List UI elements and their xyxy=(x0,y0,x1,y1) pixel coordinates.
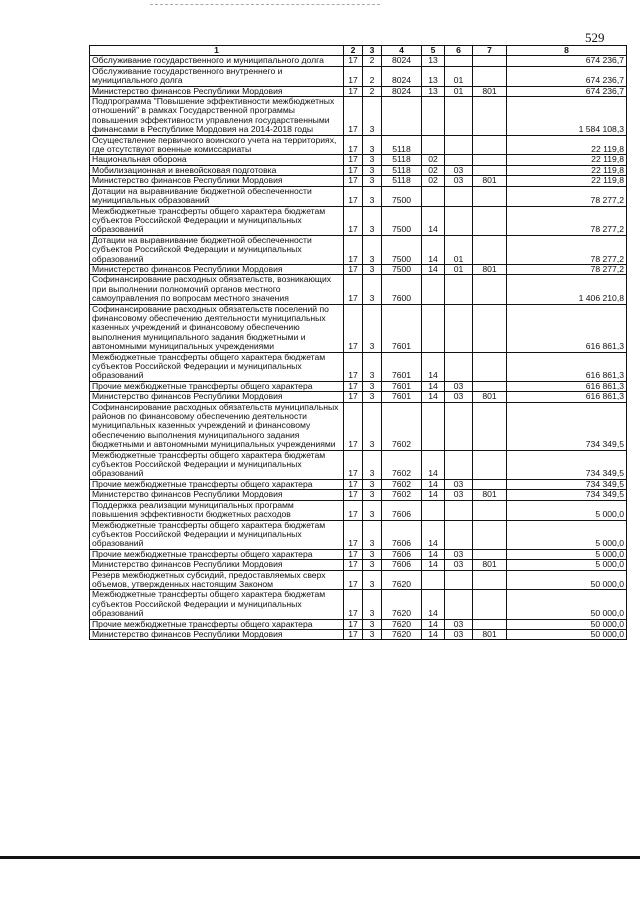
row-name-cell: Министерство финансов Республики Мордовия xyxy=(90,176,344,186)
header-row xyxy=(90,46,627,56)
code-cell: 3 xyxy=(363,560,382,570)
subsection-cell xyxy=(445,570,473,590)
code-cell: 7620 xyxy=(382,619,422,629)
table-row xyxy=(90,135,627,155)
code-cell: 17 xyxy=(344,176,363,186)
code-cell: 3 xyxy=(363,549,382,559)
code-cell: 17 xyxy=(344,490,363,500)
ministry-code-cell xyxy=(473,500,507,520)
code-cell: 17 xyxy=(344,186,363,206)
code-cell: 17 xyxy=(344,381,363,391)
amount-cell: 734 349,5 xyxy=(507,402,627,450)
code-cell: 5118 xyxy=(382,135,422,155)
section-cell: 14 xyxy=(422,352,445,381)
row-name-cell: Прочие межбюджетные трансферты общего характера xyxy=(90,619,344,629)
ministry-code-cell xyxy=(473,186,507,206)
column-header: 8 xyxy=(507,46,627,56)
amount-cell: 674 236,7 xyxy=(507,86,627,96)
column-header: 5 xyxy=(422,46,445,56)
subsection-cell: 01 xyxy=(445,264,473,274)
row-name-cell: Межбюджетные трансферты общего характера бюджетам субъектов Российской Федерации и муниципальных образований xyxy=(90,520,344,549)
code-cell: 7620 xyxy=(382,570,422,590)
code-cell: 7500 xyxy=(382,264,422,274)
code-cell: 3 xyxy=(363,176,382,186)
section-cell: 14 xyxy=(422,629,445,639)
code-cell: 3 xyxy=(363,629,382,639)
amount-cell: 616 861,3 xyxy=(507,352,627,381)
column-header: 4 xyxy=(382,46,422,56)
code-cell: 7601 xyxy=(382,392,422,402)
code-cell: 3 xyxy=(363,352,382,381)
code-cell: 17 xyxy=(344,549,363,559)
code-cell: 3 xyxy=(363,97,382,136)
code-cell: 3 xyxy=(363,135,382,155)
row-name-cell: Министерство финансов Республики Мордовия xyxy=(90,264,344,274)
subsection-cell: 03 xyxy=(445,176,473,186)
amount-cell: 5 000,0 xyxy=(507,500,627,520)
code-cell: 3 xyxy=(363,186,382,206)
row-name-cell: Обслуживание государственного и муниципального долга xyxy=(90,56,344,66)
section-cell: 14 xyxy=(422,392,445,402)
ministry-code-cell xyxy=(473,479,507,489)
code-cell: 17 xyxy=(344,629,363,639)
subsection-cell xyxy=(445,186,473,206)
table-row xyxy=(90,352,627,381)
section-cell xyxy=(422,135,445,155)
ministry-code-cell xyxy=(473,97,507,136)
amount-cell: 5 000,0 xyxy=(507,560,627,570)
row-name-cell: Министерство финансов Республики Мордовия xyxy=(90,86,344,96)
table-row xyxy=(90,176,627,186)
section-cell: 14 xyxy=(422,206,445,235)
code-cell: 17 xyxy=(344,570,363,590)
row-name-cell: Прочие межбюджетные трансферты общего характера xyxy=(90,381,344,391)
subsection-cell: 03 xyxy=(445,392,473,402)
table-row xyxy=(90,206,627,235)
table-row xyxy=(90,570,627,590)
section-cell: 02 xyxy=(422,165,445,175)
subsection-cell xyxy=(445,500,473,520)
row-name-cell: Мобилизационная и вневойсковая подготовка xyxy=(90,165,344,175)
subsection-cell: 03 xyxy=(445,381,473,391)
table-row xyxy=(90,520,627,549)
ministry-code-cell: 801 xyxy=(473,392,507,402)
section-cell xyxy=(422,275,445,304)
amount-cell: 1 406 210,8 xyxy=(507,275,627,304)
ministry-code-cell xyxy=(473,206,507,235)
code-cell: 5118 xyxy=(382,155,422,165)
code-cell: 7601 xyxy=(382,304,422,352)
code-cell: 7606 xyxy=(382,500,422,520)
subsection-cell xyxy=(445,450,473,479)
code-cell: 7602 xyxy=(382,490,422,500)
code-cell: 17 xyxy=(344,560,363,570)
row-name-cell: Министерство финансов Республики Мордовия xyxy=(90,560,344,570)
amount-cell: 78 277,2 xyxy=(507,235,627,264)
table-row xyxy=(90,479,627,489)
ministry-code-cell: 801 xyxy=(473,86,507,96)
column-header: 3 xyxy=(363,46,382,56)
code-cell: 3 xyxy=(363,392,382,402)
code-cell: 3 xyxy=(363,450,382,479)
row-name-cell: Министерство финансов Республики Мордовия xyxy=(90,490,344,500)
ministry-code-cell xyxy=(473,165,507,175)
code-cell: 3 xyxy=(363,619,382,629)
column-header: 2 xyxy=(344,46,363,56)
table-row xyxy=(90,165,627,175)
row-name-cell: Дотации на выравнивание бюджетной обеспеченности муниципальных образований xyxy=(90,186,344,206)
ministry-code-cell xyxy=(473,275,507,304)
code-cell: 17 xyxy=(344,155,363,165)
ministry-code-cell: 801 xyxy=(473,490,507,500)
subsection-cell xyxy=(445,402,473,450)
table-row xyxy=(90,275,627,304)
amount-cell: 78 277,2 xyxy=(507,206,627,235)
code-cell: 17 xyxy=(344,619,363,629)
table-row xyxy=(90,186,627,206)
ministry-code-cell xyxy=(473,450,507,479)
ministry-code-cell: 801 xyxy=(473,560,507,570)
code-cell: 7620 xyxy=(382,590,422,619)
code-cell: 3 xyxy=(363,165,382,175)
subsection-cell: 03 xyxy=(445,490,473,500)
ministry-code-cell xyxy=(473,520,507,549)
bottom-scan-bar xyxy=(0,856,640,859)
code-cell: 17 xyxy=(344,235,363,264)
subsection-cell: 03 xyxy=(445,619,473,629)
code-cell: 8024 xyxy=(382,86,422,96)
code-cell: 3 xyxy=(363,206,382,235)
section-cell: 13 xyxy=(422,66,445,86)
page-number: 529 xyxy=(585,30,605,45)
subsection-cell: 01 xyxy=(445,86,473,96)
subsection-cell xyxy=(445,352,473,381)
subsection-cell: 03 xyxy=(445,165,473,175)
code-cell: 3 xyxy=(363,304,382,352)
code-cell: 3 xyxy=(363,590,382,619)
code-cell: 3 xyxy=(363,402,382,450)
code-cell: 17 xyxy=(344,264,363,274)
section-cell: 13 xyxy=(422,56,445,66)
section-cell xyxy=(422,500,445,520)
budget-table xyxy=(89,45,627,640)
section-cell xyxy=(422,304,445,352)
section-cell: 14 xyxy=(422,490,445,500)
ministry-code-cell xyxy=(473,235,507,264)
section-cell xyxy=(422,186,445,206)
section-cell xyxy=(422,97,445,136)
table-row xyxy=(90,619,627,629)
code-cell: 2 xyxy=(363,86,382,96)
row-name-cell: Софинансирование расходных обязательств, возникающих при выполнении полномочий органов местного самоуправления по вопросам местного значения xyxy=(90,275,344,304)
section-cell: 14 xyxy=(422,479,445,489)
code-cell: 17 xyxy=(344,450,363,479)
code-cell: 3 xyxy=(363,235,382,264)
amount-cell: 78 277,2 xyxy=(507,186,627,206)
ministry-code-cell: 801 xyxy=(473,176,507,186)
code-cell: 3 xyxy=(363,479,382,489)
code-cell: 7606 xyxy=(382,549,422,559)
code-cell: 17 xyxy=(344,135,363,155)
ministry-code-cell xyxy=(473,590,507,619)
table-row xyxy=(90,402,627,450)
amount-cell: 616 861,3 xyxy=(507,304,627,352)
code-cell: 17 xyxy=(344,56,363,66)
ministry-code-cell xyxy=(473,352,507,381)
code-cell: 17 xyxy=(344,304,363,352)
row-name-cell: Министерство финансов Республики Мордовия xyxy=(90,629,344,639)
amount-cell: 22 119,8 xyxy=(507,155,627,165)
row-name-cell: Прочие межбюджетные трансферты общего характера xyxy=(90,479,344,489)
subsection-cell xyxy=(445,304,473,352)
table-body xyxy=(90,56,627,640)
amount-cell: 5 000,0 xyxy=(507,520,627,549)
code-cell: 3 xyxy=(363,155,382,165)
code-cell: 3 xyxy=(363,500,382,520)
ministry-code-cell xyxy=(473,619,507,629)
row-name-cell: Подпрограмма "Повышение эффективности межбюджетных отношений" в рамках Государственной программы повышения эффективности управления государственными финансами в Республике Мордовия на 2014-2018 годы xyxy=(90,97,344,136)
code-cell: 3 xyxy=(363,275,382,304)
code-cell: 7602 xyxy=(382,402,422,450)
code-cell: 17 xyxy=(344,66,363,86)
table-row xyxy=(90,450,627,479)
code-cell: 7600 xyxy=(382,275,422,304)
code-cell: 5118 xyxy=(382,176,422,186)
code-cell: 17 xyxy=(344,97,363,136)
code-cell: 17 xyxy=(344,392,363,402)
subsection-cell: 01 xyxy=(445,235,473,264)
amount-cell: 78 277,2 xyxy=(507,264,627,274)
code-cell: 3 xyxy=(363,490,382,500)
column-header: 6 xyxy=(445,46,473,56)
row-name-cell: Межбюджетные трансферты общего характера бюджетам субъектов Российской Федерации и муниципальных образований xyxy=(90,450,344,479)
ministry-code-cell: 801 xyxy=(473,264,507,274)
ministry-code-cell xyxy=(473,155,507,165)
amount-cell: 616 861,3 xyxy=(507,392,627,402)
section-cell: 13 xyxy=(422,86,445,96)
amount-cell: 1 584 108,3 xyxy=(507,97,627,136)
subsection-cell: 03 xyxy=(445,629,473,639)
row-name-cell: Межбюджетные трансферты общего характера бюджетам субъектов Российской Федерации и муниципальных образований xyxy=(90,590,344,619)
section-cell: 14 xyxy=(422,520,445,549)
code-cell: 7601 xyxy=(382,352,422,381)
row-name-cell: Резерв межбюджетных субсидий, предоставляемых сверх объемов, утвержденных настоящим Законом xyxy=(90,570,344,590)
code-cell: 17 xyxy=(344,479,363,489)
code-cell: 7500 xyxy=(382,186,422,206)
code-cell: 17 xyxy=(344,352,363,381)
subsection-cell xyxy=(445,590,473,619)
code-cell: 2 xyxy=(363,66,382,86)
table-row xyxy=(90,56,627,66)
table-row xyxy=(90,549,627,559)
code-cell: 7500 xyxy=(382,235,422,264)
code-cell: 17 xyxy=(344,520,363,549)
code-cell: 17 xyxy=(344,590,363,619)
table-row xyxy=(90,560,627,570)
section-cell: 14 xyxy=(422,560,445,570)
amount-cell: 616 861,3 xyxy=(507,381,627,391)
section-cell: 14 xyxy=(422,264,445,274)
section-cell xyxy=(422,570,445,590)
code-cell: 8024 xyxy=(382,66,422,86)
row-name-cell: Осуществление первичного воинского учета на территориях, где отсутствуют военные комиссариаты xyxy=(90,135,344,155)
code-cell: 2 xyxy=(363,56,382,66)
code-cell: 7601 xyxy=(382,381,422,391)
table-row xyxy=(90,66,627,86)
code-cell: 17 xyxy=(344,275,363,304)
amount-cell: 5 000,0 xyxy=(507,549,627,559)
table-row xyxy=(90,381,627,391)
code-cell: 7606 xyxy=(382,520,422,549)
ministry-code-cell xyxy=(473,549,507,559)
section-cell: 02 xyxy=(422,155,445,165)
table-row xyxy=(90,304,627,352)
amount-cell: 50 000,0 xyxy=(507,570,627,590)
code-cell: 7606 xyxy=(382,560,422,570)
subsection-cell xyxy=(445,520,473,549)
amount-cell: 22 119,8 xyxy=(507,165,627,175)
row-name-cell: Национальная оборона xyxy=(90,155,344,165)
section-cell: 14 xyxy=(422,450,445,479)
code-cell: 17 xyxy=(344,500,363,520)
code-cell: 7602 xyxy=(382,450,422,479)
code-cell xyxy=(382,97,422,136)
table-row xyxy=(90,235,627,264)
code-cell: 17 xyxy=(344,86,363,96)
ministry-code-cell: 801 xyxy=(473,629,507,639)
subsection-cell: 01 xyxy=(445,66,473,86)
subsection-cell xyxy=(445,155,473,165)
code-cell: 17 xyxy=(344,402,363,450)
code-cell: 5118 xyxy=(382,165,422,175)
code-cell: 7602 xyxy=(382,479,422,489)
table-row xyxy=(90,500,627,520)
table-row xyxy=(90,590,627,619)
amount-cell: 22 119,8 xyxy=(507,176,627,186)
section-cell: 14 xyxy=(422,619,445,629)
row-name-cell: Межбюджетные трансферты общего характера бюджетам субъектов Российской Федерации и муниципальных образований xyxy=(90,206,344,235)
section-cell: 14 xyxy=(422,549,445,559)
subsection-cell xyxy=(445,135,473,155)
column-header: 1 xyxy=(90,46,344,56)
code-cell: 7500 xyxy=(382,206,422,235)
table-row xyxy=(90,86,627,96)
amount-cell: 22 119,8 xyxy=(507,135,627,155)
code-cell: 3 xyxy=(363,520,382,549)
subsection-cell: 03 xyxy=(445,549,473,559)
subsection-cell: 03 xyxy=(445,479,473,489)
subsection-cell xyxy=(445,56,473,66)
ministry-code-cell xyxy=(473,381,507,391)
section-cell: 02 xyxy=(422,176,445,186)
subsection-cell xyxy=(445,206,473,235)
code-cell: 17 xyxy=(344,206,363,235)
section-cell: 14 xyxy=(422,590,445,619)
amount-cell: 50 000,0 xyxy=(507,629,627,639)
ministry-code-cell xyxy=(473,402,507,450)
code-cell: 7620 xyxy=(382,629,422,639)
amount-cell: 734 349,5 xyxy=(507,450,627,479)
table-row xyxy=(90,264,627,274)
table-row xyxy=(90,155,627,165)
table-row xyxy=(90,490,627,500)
row-name-cell: Дотации на выравнивание бюджетной обеспеченности субъектов Российской Федерации и муниципальных образований xyxy=(90,235,344,264)
ministry-code-cell xyxy=(473,570,507,590)
section-cell xyxy=(422,402,445,450)
code-cell: 3 xyxy=(363,381,382,391)
subsection-cell: 03 xyxy=(445,560,473,570)
amount-cell: 674 236,7 xyxy=(507,66,627,86)
amount-cell: 50 000,0 xyxy=(507,590,627,619)
table-row xyxy=(90,97,627,136)
code-cell: 3 xyxy=(363,264,382,274)
row-name-cell: Прочие межбюджетные трансферты общего характера xyxy=(90,549,344,559)
ministry-code-cell xyxy=(473,304,507,352)
ministry-code-cell xyxy=(473,66,507,86)
row-name-cell: Софинансирование расходных обязательств поселений по финансовому обеспечению деятельности муниципальных казенных учреждений и финансовому обеспечению выполнения муниципального задания бюджетными и автономными муниципальных учреждениями xyxy=(90,304,344,352)
code-cell: 17 xyxy=(344,165,363,175)
table-row xyxy=(90,629,627,639)
top-scan-line xyxy=(150,4,380,5)
amount-cell: 674 236,7 xyxy=(507,56,627,66)
code-cell: 8024 xyxy=(382,56,422,66)
amount-cell: 50 000,0 xyxy=(507,619,627,629)
row-name-cell: Поддержка реализации муниципальных программ повышения эффективности бюджетных расходов xyxy=(90,500,344,520)
amount-cell: 734 349,5 xyxy=(507,479,627,489)
subsection-cell xyxy=(445,275,473,304)
table-row xyxy=(90,392,627,402)
ministry-code-cell xyxy=(473,135,507,155)
subsection-cell xyxy=(445,97,473,136)
amount-cell: 734 349,5 xyxy=(507,490,627,500)
row-name-cell: Межбюджетные трансферты общего характера бюджетам субъектов Российской Федерации и муниципальных образований xyxy=(90,352,344,381)
row-name-cell: Министерство финансов Республики Мордовия xyxy=(90,392,344,402)
ministry-code-cell xyxy=(473,56,507,66)
row-name-cell: Обслуживание государственного внутреннего и муниципального долга xyxy=(90,66,344,86)
section-cell: 14 xyxy=(422,381,445,391)
section-cell: 14 xyxy=(422,235,445,264)
row-name-cell: Софинансирование расходных обязательств муниципальных районов по финансовому обеспечению деятельности муниципальных казенных учреждений и финансовому обеспечению выполнения муниципального задания бюджетными и автономными муниципальных учреждениями xyxy=(90,402,344,450)
column-header: 7 xyxy=(473,46,507,56)
code-cell: 3 xyxy=(363,570,382,590)
